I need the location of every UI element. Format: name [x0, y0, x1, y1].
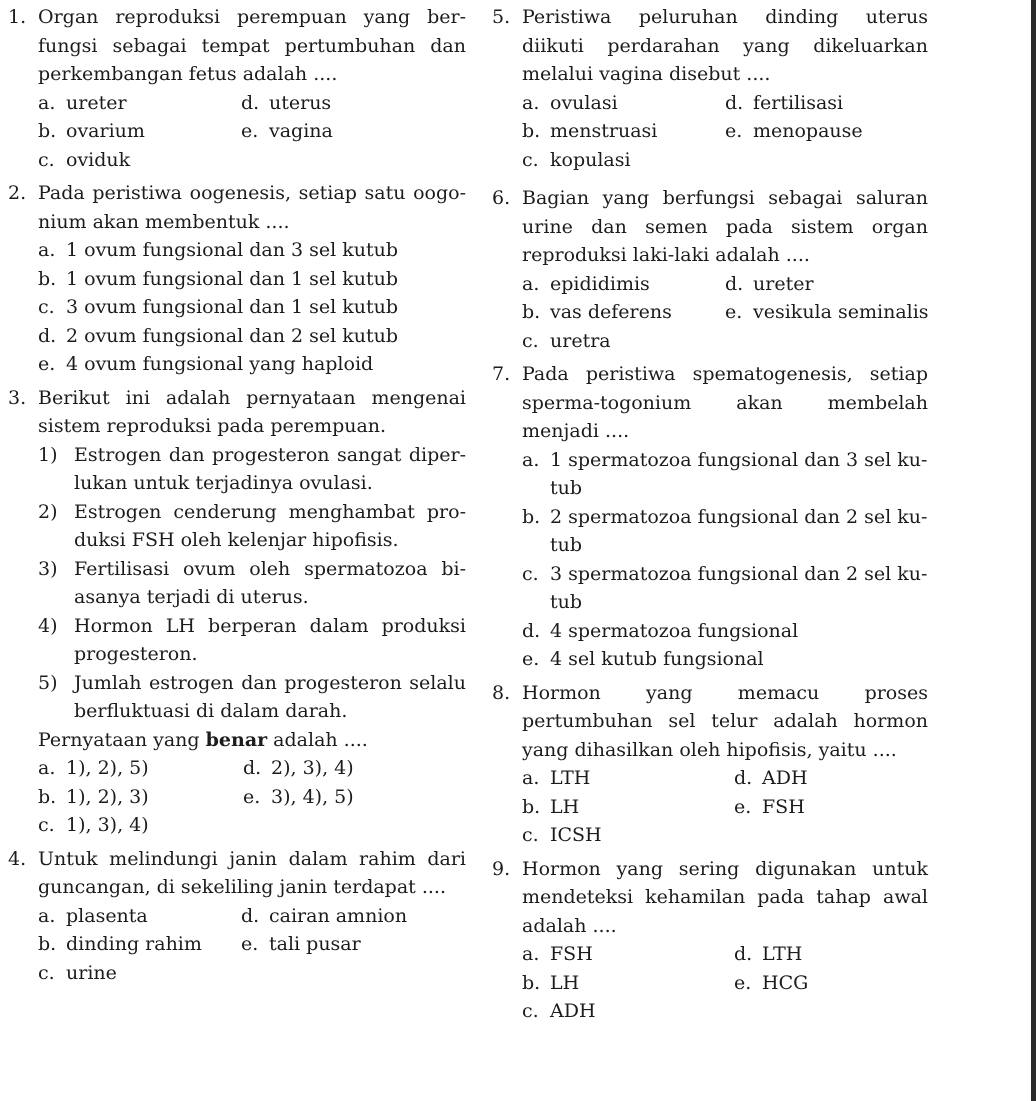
options [8, 236, 466, 379]
options [492, 764, 928, 850]
option-d[interactable]: d. fertilisasi [725, 91, 844, 114]
options [492, 940, 928, 1026]
option-c[interactable]: c. oviduk [38, 148, 131, 171]
question-3 [8, 384, 466, 840]
question-number: 4. [8, 847, 27, 870]
option-b[interactable]: b. 1), 2), 3) [38, 785, 149, 808]
statement-2: 2) Estrogen cenderung menghambat pro-duksi FSH oleh kelenjar hipofisis. [38, 500, 466, 551]
option-b[interactable]: b. dinding rahim [38, 933, 202, 955]
option-e[interactable]: e. 4 ovum fungsional yang haploid [38, 353, 374, 375]
option-d[interactable]: d. ureter [725, 272, 814, 295]
option-d[interactable]: d. ADH [734, 767, 808, 789]
question-text: Untuk melindungi janin dalam rahim dari guncangan, di sekeliling janin terdapat .... [38, 847, 466, 898]
option-b[interactable]: b. LH [522, 971, 580, 994]
question-4 [8, 845, 466, 988]
question-text: Organ reproduksi perempuan yang ber-fungsi sebagai tempat pertumbuhan dan perkembangan fetus adalah .... [38, 6, 466, 85]
question-2 [8, 179, 466, 379]
option-a[interactable]: a. 1 ovum fungsional dan 3 sel kutub [38, 239, 398, 261]
option-b[interactable]: b. vas deferens [522, 301, 672, 323]
question-number: 9. [492, 857, 511, 880]
question-text: Hormon yang sering digunakan untuk mendeteksi kehamilan pada tahap awal adalah .... [522, 857, 928, 937]
option-c[interactable]: c. 3 ovum fungsional dan 1 sel kutub [38, 296, 398, 318]
option-c[interactable]: c. ICSH [522, 824, 602, 846]
question-number: 8. [492, 681, 511, 704]
statement-4: 4) Hormon LH berperan dalam produksi progesteron. [38, 614, 466, 665]
question-text: Bagian yang berfungsi sebagai saluran urine dan semen pada sistem organ reproduksi laki-laki adalah .... [522, 187, 928, 266]
options [492, 270, 928, 356]
option-b[interactable]: b. ovarium [38, 120, 145, 142]
option-a[interactable]: a. ureter [38, 91, 127, 114]
option-d[interactable]: d. 2), 3), 4) [243, 757, 354, 779]
option-c[interactable]: c. urine [38, 961, 117, 984]
option-e[interactable]: e. 4 sel kutub fungsional [522, 648, 764, 670]
option-a[interactable]: a. FSH [522, 943, 593, 965]
question-6 [492, 184, 928, 355]
option-e[interactable]: e. HCG [734, 971, 809, 994]
left-column [8, 3, 466, 987]
option-c[interactable]: c. uretra [522, 329, 611, 352]
page-edge-shadow [1031, 0, 1036, 1101]
option-a[interactable]: a. LTH [522, 767, 591, 789]
options [8, 902, 466, 988]
question-text: Hormon yang memacu proses pertumbuhan sel telur adalah hormon yang dihasilkan oleh hipofisis, yaitu .... [522, 681, 928, 761]
emphasis-word: benar [205, 728, 268, 751]
question-7 [492, 360, 928, 674]
option-a[interactable]: a. ovulasi [522, 91, 618, 114]
option-a[interactable]: a. 1 spermatozoa fungsional dan 3 sel ku-tub [522, 448, 928, 499]
option-a[interactable]: a. epididimis [522, 272, 650, 295]
option-c[interactable]: c. 3 spermatozoa fungsional dan 2 sel ku-tub [522, 562, 928, 613]
question-1 [8, 3, 466, 174]
option-a[interactable]: a. 1), 2), 5) [38, 757, 149, 779]
question-text: Pada peristiwa oogenesis, setiap satu oogo-nium akan membentuk .... [38, 182, 466, 233]
option-b[interactable]: b. 1 ovum fungsional dan 1 sel kutub [38, 267, 398, 290]
option-d[interactable]: d. uterus [241, 91, 332, 114]
option-e[interactable]: e. vagina [241, 120, 333, 142]
option-e[interactable]: e. FSH [734, 795, 805, 818]
option-b[interactable]: b. menstruasi [522, 120, 658, 142]
question-text: Pada peristiwa spematogenesis, setiap sperma-togonium akan membelah menjadi .... [522, 363, 928, 442]
question-5 [492, 3, 928, 174]
option-e[interactable]: e. 3), 4), 5) [243, 785, 354, 808]
question-number: 2. [8, 182, 27, 204]
option-d[interactable]: d. 4 spermatozoa fungsional [522, 619, 799, 642]
option-e[interactable]: e. vesikula seminalis [725, 301, 929, 323]
option-b[interactable]: b. 2 spermatozoa fungsional dan 2 sel ku-tub [522, 505, 928, 556]
options [492, 89, 928, 175]
option-b[interactable]: b. LH [522, 795, 580, 818]
question-number: 6. [492, 187, 511, 209]
option-d[interactable]: d. LTH [734, 943, 803, 965]
statement-5: 5) Jumlah estrogen dan progesteron selalu berfluktuasi di dalam darah. [38, 671, 466, 722]
options [492, 446, 928, 674]
statement-1: 1) Estrogen dan progesteron sangat diper-lukan untuk terjadinya ovulasi. [38, 443, 466, 494]
option-c[interactable]: c. kopulasi [522, 148, 631, 171]
option-d[interactable]: d. cairan amnion [241, 904, 408, 927]
question-9 [492, 855, 928, 1026]
question-prompt: Pernyataan yang benar adalah .... [38, 728, 368, 751]
option-c[interactable]: c. 1), 3), 4) [38, 814, 149, 836]
question-number: 3. [8, 386, 27, 409]
question-text: Berikut ini adalah pernyataan mengenai sistem reproduksi pada perempuan. [38, 386, 466, 437]
option-a[interactable]: a. plasenta [38, 904, 148, 927]
question-number: 5. [492, 6, 511, 28]
option-d[interactable]: d. 2 ovum fungsional dan 2 sel kutub [38, 324, 398, 347]
question-number: 1. [8, 6, 27, 28]
statement-3: 3) Fertilisasi ovum oleh spermatozoa bi-asanya terjadi di uterus. [38, 557, 466, 608]
option-e[interactable]: e. tali pusar [241, 933, 361, 955]
question-8 [492, 679, 928, 850]
option-e[interactable]: e. menopause [725, 120, 863, 142]
right-column [492, 3, 928, 1026]
question-text: Peristiwa peluruhan dinding uterus diikuti perdarahan yang dikeluarkan melalui vagina disebut .... [522, 6, 928, 85]
question-number: 7. [492, 363, 511, 385]
options [8, 754, 466, 840]
options [8, 89, 466, 175]
option-c[interactable]: c. ADH [522, 1000, 596, 1022]
